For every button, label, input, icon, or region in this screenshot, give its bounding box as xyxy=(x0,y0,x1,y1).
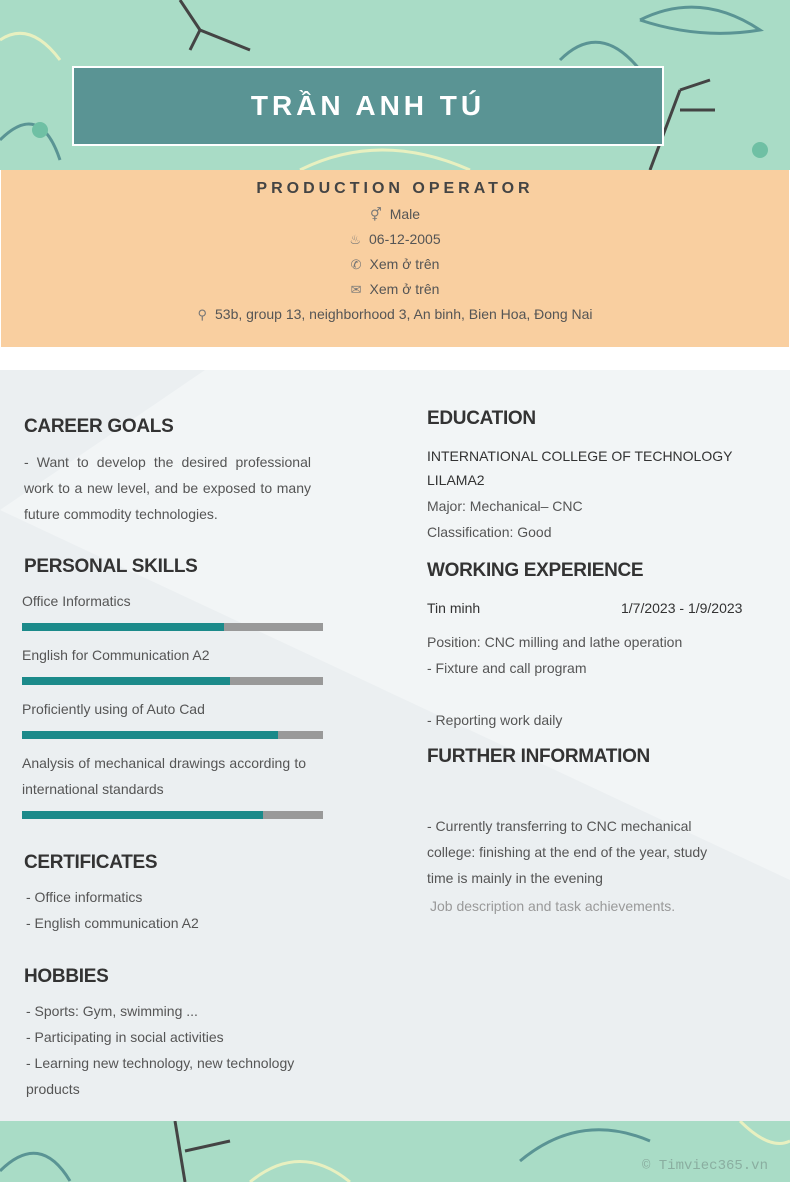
major: Major: Mechanical– CNC xyxy=(427,498,583,514)
skill-bar xyxy=(22,731,323,739)
school-name: INTERNATIONAL COLLEGE OF TECHNOLOGY xyxy=(427,448,733,464)
classification: Classification: Good xyxy=(427,524,552,540)
experience-heading: WORKING EXPERIENCE xyxy=(427,560,644,581)
skill-label: Proficiently using of Auto Cad xyxy=(22,701,205,717)
company: Tin minh xyxy=(427,600,481,616)
school-name-overflow: LILAMA2 xyxy=(427,472,485,488)
skill-bar xyxy=(22,677,323,685)
contact-panel xyxy=(1,170,789,347)
skill-label: Office Informatics xyxy=(22,593,131,609)
career-goals-heading: CAREER GOALS xyxy=(24,416,174,437)
further-info-text: - Currently transferring to CNC mechanical college: finishing at the end of the year, study time is mainly in the evening xyxy=(427,818,708,886)
email: Xem ở trên xyxy=(369,281,440,297)
hobby-item: - Sports: Gym, swimming ... xyxy=(26,1003,198,1019)
skills-heading: PERSONAL SKILLS xyxy=(24,556,198,577)
skill-bar xyxy=(22,811,323,819)
job-title: PRODUCTION OPERATOR xyxy=(256,180,534,197)
experience-line: Position: CNC milling and lathe operation xyxy=(427,634,683,650)
address: 53b, group 13, neighborhood 3, An binh, Bien Hoa, Đong Nai xyxy=(215,306,593,322)
skill-label: English for Communication A2 xyxy=(22,647,210,663)
education-heading: EDUCATION xyxy=(427,408,536,429)
phone-icon: ✆ xyxy=(350,257,362,272)
hobbies-heading: HOBBIES xyxy=(24,966,109,987)
phone: Xem ở trên xyxy=(369,256,440,272)
hobby-item: - Learning new technology, new technology products xyxy=(26,1055,295,1097)
further-info-placeholder: Job description and task achievements. xyxy=(430,898,676,914)
skill-label: Analysis of mechanical drawings according to international standards xyxy=(22,755,306,797)
further-info-heading: FURTHER INFORMATION xyxy=(427,746,650,767)
experience-dates: 1/7/2023 - 1/9/2023 xyxy=(621,600,743,616)
certificates-heading: CERTIFICATES xyxy=(24,852,158,873)
resume-body xyxy=(0,370,790,1121)
career-goals-text: - Want to develop the desired professional work to a new level, and be exposed to many future commodity technologies. xyxy=(24,454,311,522)
location-icon: ⚲ xyxy=(197,307,207,322)
hobby-item: - Participating in social activities xyxy=(26,1029,224,1045)
skill-bar xyxy=(22,623,323,631)
certificate-item: - Office informatics xyxy=(26,889,143,905)
experience-line: - Fixture and call program xyxy=(427,660,587,676)
gender-icon: ⚥ xyxy=(369,207,382,222)
watermark: © Timviec365.vn xyxy=(641,1158,768,1174)
gender: Male xyxy=(389,206,421,222)
birthday-cake-icon: ♨ xyxy=(349,232,362,247)
email-icon: ✉ xyxy=(350,282,362,297)
candidate-name: TRẦN ANH TÚ xyxy=(72,66,664,146)
certificate-item: - English communication A2 xyxy=(26,915,199,931)
birthday: 06-12-2005 xyxy=(369,231,441,247)
footer-banner xyxy=(0,1121,790,1182)
header-banner xyxy=(0,0,790,170)
experience-line: - Reporting work daily xyxy=(427,712,563,728)
